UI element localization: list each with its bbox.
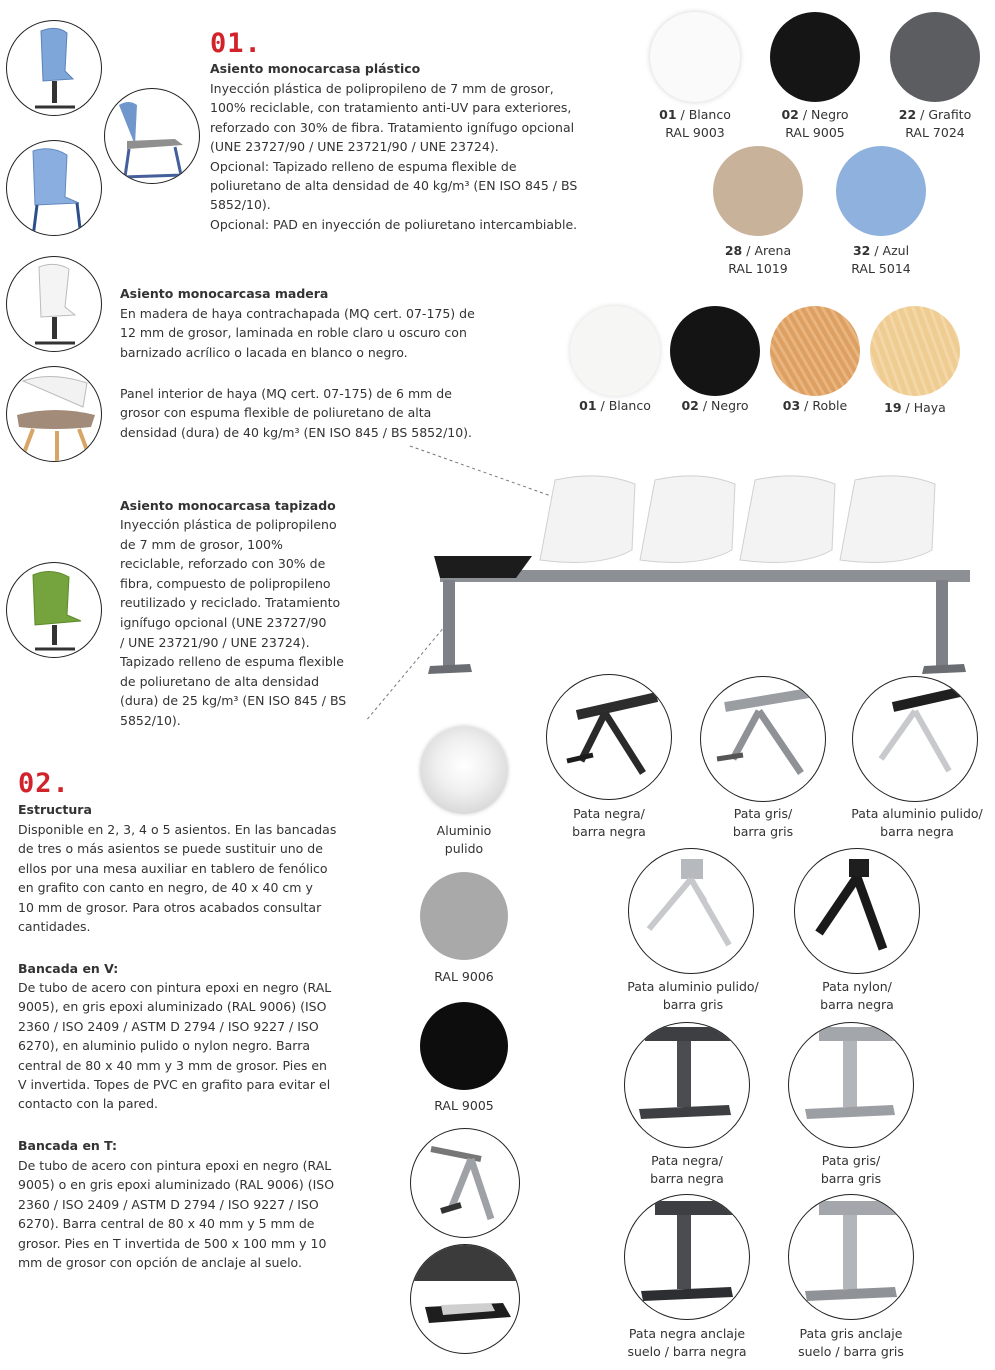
swatch-plastic-grafito (890, 12, 980, 102)
swatch-label-grafito: 22 / Grafito RAL 7024 (898, 107, 972, 140)
swatch-plastic-arena (713, 146, 803, 236)
swatch-plastic-blanco (650, 12, 740, 102)
section-number-01: 01. (210, 28, 262, 59)
leg-option-grey-anchor (788, 1194, 914, 1320)
detail-thumb-leg-bumper (410, 1128, 520, 1238)
swatch-wood-haya (870, 306, 960, 396)
finish-label-ral9006: RAL 9006 (434, 969, 494, 984)
finish-label-aluminio: Aluminio pulido (436, 823, 492, 856)
leg-option-aluminium-grey (628, 848, 754, 974)
finish-swatch-ral9005 (420, 1002, 508, 1090)
plastic-seat-description: Inyección plástica de polipropileno de 7 mm de grosor, 100% reciclable, con tratamiento anti-UV para exteriores, reforzado con 30% de fibra. Tratamiento ignífugo opcional (UNE 23727/90 / UNE 23721/90 / UNE 23724). Opcional: Tapizado relleno de espuma flexible de poliuretano de alta densidad de 40 kg/m³ (EN ISO 845 / BS 5852/10). Opcional: PAD en inyección de poliuretano intercambiable. (210, 81, 578, 232)
wood-label-roble: 03 / Roble (782, 398, 848, 413)
finish-swatch-aluminio (420, 726, 508, 814)
leg-label-9: Pata gris anclaje suelo / barra gris (798, 1326, 904, 1359)
structure-description: Disponible en 2, 3, 4 o 5 asientos. En las bancadas de tres o más asientos se puede sustituir uno de ellos por una mesa auxiliar en tablero de fenólico en grafito con canto en negro, de 40 x 40 cm y 10 mm de grosor. Para otros acabados consultar cantidades. (18, 822, 337, 935)
bancada-t-title: Bancada en T: (18, 1138, 118, 1153)
wood-label-haya: 19 / Haya (884, 400, 946, 415)
swatch-wood-blanco (570, 306, 660, 396)
leg-label-5: Pata nylon/ barra negra (820, 979, 894, 1012)
chair-thumb-green-swivel (6, 562, 102, 658)
leg-option-nylon (794, 848, 920, 974)
bancada-t-description: De tubo de acero con pintura epoxi en negro (RAL 9005) o en gris epoxi aluminizado (RAL 9006) (ISO 2360 / ISO 2409 / ASTM D 2794 / ISO 9227 / ISO 6270). Barra central de 80 x 40 mm y 5 mm de grosor. Pies en T invertida de 500 x 100 mm y 10 mm de grosor con opción de anclaje al suelo. (18, 1158, 335, 1271)
section-number-02: 02. (18, 768, 70, 799)
swatch-label-blanco: 01 / Blanco RAL 9003 (659, 107, 731, 140)
leg-option-black-t (624, 1022, 750, 1148)
swatch-label-negro: 02 / Negro RAL 9005 (781, 107, 849, 140)
wood-seat-description: En madera de haya contrachapada (MQ cert. 07-175) de 12 mm de grosor, laminada en roble claro u oscuro con barnizado acrílico o lacada en blanco o negro. (120, 306, 475, 360)
swatch-plastic-azul (836, 146, 926, 236)
wood-label-blanco: 01 / Blanco (579, 398, 651, 413)
bancada-v-description: De tubo de acero con pintura epoxi en negro (RAL 9005), en gris epoxi aluminizado (RAL 9006) (ISO 2360 / ISO 2409 / ASTM D 2794 / ISO 9227 / ISO 6270), en aluminio pulido o nylon negro. Barra central de 80 x 40 mm y 3 mm de grosor. Pies en V invertida. Topes de PVC en grafito para evitar el contacto con la pared. (18, 980, 332, 1112)
leg-label-4: Pata aluminio pulido/ barra gris (627, 979, 759, 1012)
structure-title: Estructura (18, 802, 92, 817)
finish-label-ral9005: RAL 9005 (434, 1098, 494, 1113)
leg-label-3: Pata aluminio pulido/ barra negra (851, 806, 983, 839)
detail-thumb-floor-anchor (410, 1244, 520, 1354)
chair-thumb-wood-legs (6, 366, 102, 462)
finish-swatch-ral9006 (420, 872, 508, 960)
wood-seat-title: Asiento monocarcasa madera (120, 286, 329, 301)
chair-thumb-blue-sled (104, 88, 200, 184)
swatch-plastic-negro (770, 12, 860, 102)
leg-label-8: Pata negra anclaje suelo / barra negra (627, 1326, 747, 1359)
leg-option-black-anchor (624, 1194, 750, 1320)
chair-thumb-blue-legs (6, 140, 102, 236)
wood-label-negro: 02 / Negro (681, 398, 749, 413)
wood-panel-description: Panel interior de haya (MQ cert. 07-175) de 6 mm de grosor con espuma flexible de poliuretano de alta densidad (dura) de 40 kg/m³ (EN ISO 845 / BS 5852/10). (120, 386, 473, 440)
swatch-wood-roble (770, 306, 860, 396)
upholstered-seat-title: Asiento monocarcasa tapizado (120, 498, 336, 513)
swatch-label-azul: 32 / Azul RAL 5014 (851, 243, 911, 276)
chair-thumb-blue-swivel (6, 20, 102, 116)
leg-label-2: Pata gris/ barra gris (732, 806, 794, 839)
leg-option-black-v (546, 674, 672, 800)
bancada-v-title: Bancada en V: (18, 961, 119, 976)
leg-option-grey-t (788, 1022, 914, 1148)
swatch-wood-negro (670, 306, 760, 396)
upholstered-seat-description: Inyección plástica de polipropileno de 7 mm de grosor, 100% reciclable, reforzado con 30% de fibra, compuesto de polipropileno reutilizado y reciclado. Tratamiento ignífugo opcional (UNE 23727/90 / UNE 23721/90 / UNE 23724). Tapizado relleno de espuma flexible de poliuretano de alta densidad (dura) de 25 kg/m³ (EN ISO 845 / BS 5852/10). (120, 517, 347, 728)
bench-illustration (300, 440, 990, 720)
leg-label-7: Pata gris/ barra gris (820, 1153, 882, 1186)
leg-option-aluminium-black (852, 676, 978, 802)
leg-label-6: Pata negra/ barra negra (650, 1153, 724, 1186)
chair-thumb-white-swivel (6, 256, 102, 352)
leg-label-1: Pata negra/ barra negra (572, 806, 646, 839)
swatch-label-arena: 28 / Arena RAL 1019 (724, 243, 792, 276)
plastic-seat-title: Asiento monocarcasa plástico (210, 61, 421, 76)
leg-option-grey-v (700, 676, 826, 802)
